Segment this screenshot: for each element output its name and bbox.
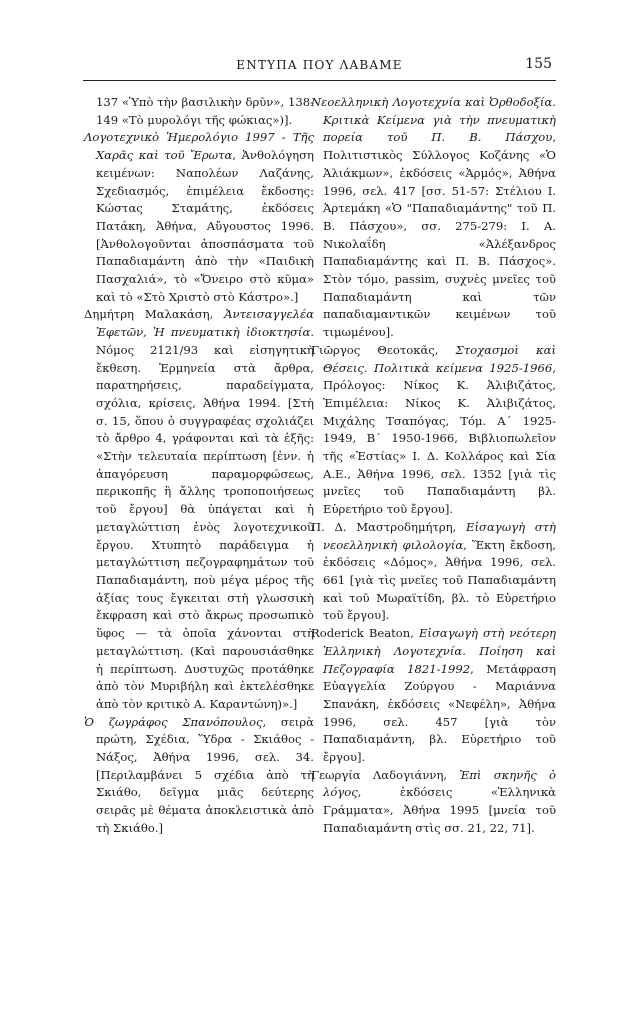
entry-text: , ἐκδόσεις «Ἑλληνικὰ Γράμματα», Ἀθήνα 1995 [μνεία τοῦ Παπαδιαμάντη στὶς σσ. 21, 22, 71]. — [323, 785, 556, 835]
entry-title: Εἰσαγωγὴ στὴ νεότερη Ἑλληνικὴ Λογοτεχνία. Ποίηση καὶ Πεζογραφία 1821-1992 — [323, 626, 556, 676]
entry-text: , Ἀνθολόγηση κειμένων: Ναπολέων Λαζάνης, Σχεδιασμός, ἐπιμέλεια ἔκδοσης: Κώστας Σταμάτης, ἐκδόσεις Πατάκη, Ἀθήνα, Αὔγουστος 1996. [Ἀνθολογοῦνται ἀποσπάσματα τοῦ Παπαδιαμάντη ἀπὸ τὴν «Παιδικὴ Πασχαλιά», τὸ «Ὄνειρο στὸ κῦμα» καὶ τὸ «Στὸ Χριστὸ στὸ Κάστρο».] — [96, 148, 314, 304]
entry-text: , Ἕκτη ἔκδοση, ἐκδόσεις «Δόμος», Ἀθήνα 1996, σελ. 661 [γιὰ τὶς μνεῖες τοῦ Παπαδιαμάντη καὶ τοῦ Μωραϊτίδη, βλ. τὸ Εὑρετήριο τοῦ ἔργου]. — [323, 537, 556, 623]
header-rule — [83, 80, 556, 81]
entry-text: . Νόμος 2121/93 καὶ εἰσηγητικὴ ἔκθεση. Ἑρμηνεία στὰ ἄρθρα, παρατηρήσεις, παραδείγματα, σχόλια, κρίσεις, Ἀθήνα 1994. [Στὴ σ. 15, ὅπου ὁ συγγραφέας σχολιάζει τὸ ἄρθρο 4, γράφονται καὶ τὰ ἑξῆς: «Στὴν τελευταία περίπτωση [ἐνν. ἡ ἀπαγόρευση παραμορφώσεως, περικοπῆς ἢ ἄλλης τροποποιήσεως τοῦ ἔργου] θὰ ὑπάγεται καὶ ἡ μεταγλώττιση ἑνὸς λογοτεχνικοῦ ἔργου. Χτυπητὸ παράδειγμα ἡ μεταγλώττιση πεζογραφημάτων τοῦ Παπαδιαμάντη, ποὺ μέγα μέρος τῆς ἀξίας τους ἔγκειται στὴ γλωσσικὴ ἔκφραση καὶ στὸ ἄκρως προσωπικὸ ὕφος — τὰ ὁποῖα χάνονται στὴ μεταγλώττιση. (Καὶ παρουσιάσθηκε ἡ περίπτωση. Δυστυχῶς προτάθηκε ἀπὸ τὸν Μυριβήλη καὶ ἐκτελέσθηκε ἀπὸ τὸν κριτικὸ Α. Καραντώνη)».] — [96, 325, 314, 711]
bibliography-entry — [311, 767, 556, 838]
entry-author: Π. Δ. Μαστροδημήτρη, — [311, 519, 467, 534]
entry-title: Εἰσαγωγὴ στὴ νεοελληνικὴ φιλολογία — [323, 519, 556, 552]
bibliography-entry — [84, 306, 314, 713]
entry-author: Roderick Beaton, — [311, 626, 419, 641]
bibliography-entry — [311, 625, 556, 767]
entry-text: , Μετάφραση Εὐαγγελία Ζούργου - Μαριάννα Σπανάκη, ἐκδόσεις «Νεφέλη», Ἀθήνα 1996, σελ. 457 [γιὰ τὸν Παπαδιαμάντη, βλ. Εὑρετήριο τοῦ ἔργου]. — [323, 661, 556, 765]
entry-title: Στοχασμοὶ καὶ Θέσεις. Πολιτικὰ κείμενα 1925-1966 — [323, 342, 556, 375]
entry-text: , σειρὰ πρώτη, Σχέδια, Ὕδρα - Σκιάθος - Νάξος, Ἀθήνα 1996, σελ. 34. [Περιλαμβάνει 5 σχέδια ἀπὸ τὴ Σκιάθο, δεῖγμα μιᾶς δεύτερης σειρᾶς μὲ θέματα ἀποκλειστικὰ ἀπὸ τὴ Σκιάθο.] — [96, 714, 314, 835]
bibliography-entry — [84, 714, 314, 838]
left-column — [84, 94, 314, 838]
entry-title: Ἐπὶ σκηνῆς ὁ λόγος — [323, 767, 556, 800]
entry-text: 137 «Ὑπὸ τὴν βασιλικὴν δρῦν», 138-149 «Τὸ μυρολόγι τῆς φώκιας»)]. — [96, 95, 314, 127]
entry-title: Νεοελληνικὴ Λογοτεχνία καὶ Ὀρθοδοξία. Κριτικὰ Κείμενα γιὰ τὴν πνευματικὴ πορεία τοῦ Π. Β. Πάσχου — [311, 95, 556, 145]
entry-author: Δημήτρη Μαλακάση, — [84, 307, 225, 322]
bibliography-entry — [311, 342, 556, 519]
entry-title: Ἀντεισαγγελέα Ἐφετῶν, Ἡ πνευματικὴ ἰδιοκτησία — [96, 307, 314, 340]
entry-title: Λογοτεχνικὸ Ἡμερολόγιο 1997 - Τῆς Χαρᾶς καὶ τοῦ Ἔρωτα — [84, 130, 314, 163]
entry-text: , Πρόλογος: Νίκος Κ. Ἀλιβιζάτος, Ἐπιμέλεια: Νίκος Κ. Ἀλιβιζάτος, Μιχάλης Τσαπόγας, Τόμ. Α΄ 1925-1949, Β΄ 1950-1966, Βιβλιοπωλεῖον τῆς «Ἑστίας» Ι. Δ. Κολλάρος καὶ Σία Α.Ε., Ἀθήνα 1996, σελ. 1352 [γιὰ τὶς μνεῖες τοῦ Παπαδιαμάντη βλ. Εὑρετήριο τοῦ ἔργου]. — [323, 360, 556, 517]
running-head — [83, 54, 556, 76]
right-column — [311, 94, 556, 838]
running-title: ΕΝΤΥΠΑ ΠΟΥ ΛΑΒΑΜΕ — [236, 58, 403, 72]
entry-title: Ὁ ζωγράφος Σπανόπουλος — [84, 714, 263, 729]
entry-author: Γιῶργος Θεοτοκᾶς, — [311, 342, 456, 357]
entry-author: Γεωργία Λαδογιάννη, — [311, 767, 460, 782]
bibliography-entry — [311, 94, 556, 342]
bibliography-entry — [84, 129, 314, 306]
entry-text: , Πολιτιστικὸς Σύλλογος Κοζάνης «Ὁ Ἀλιάκμων», ἐκδόσεις «Ἁρμός», Ἀθήνα 1996, σελ. 417 [σσ. 51-57: Στέλιου Ι. Ἀρτεμάκη «Ὁ "Παπαδιαμάντης" τοῦ Π. Β. Πάσχου», σσ. 275-279: Ι. Α. Νικολαΐδη «Ἀλέξανδρος Παπαδιαμάντης καὶ Π. Β. Πάσχος». Στὸν τόμο, passim, συχνὲς μνεῖες τοῦ Παπαδιαμάντη καὶ τῶν παπαδιαμαντικῶν κειμένων τοῦ τιμωμένου]. — [323, 130, 556, 340]
bibliography-entry — [84, 94, 314, 129]
page-number: 155 — [525, 56, 552, 72]
bibliography-entry — [311, 519, 556, 625]
